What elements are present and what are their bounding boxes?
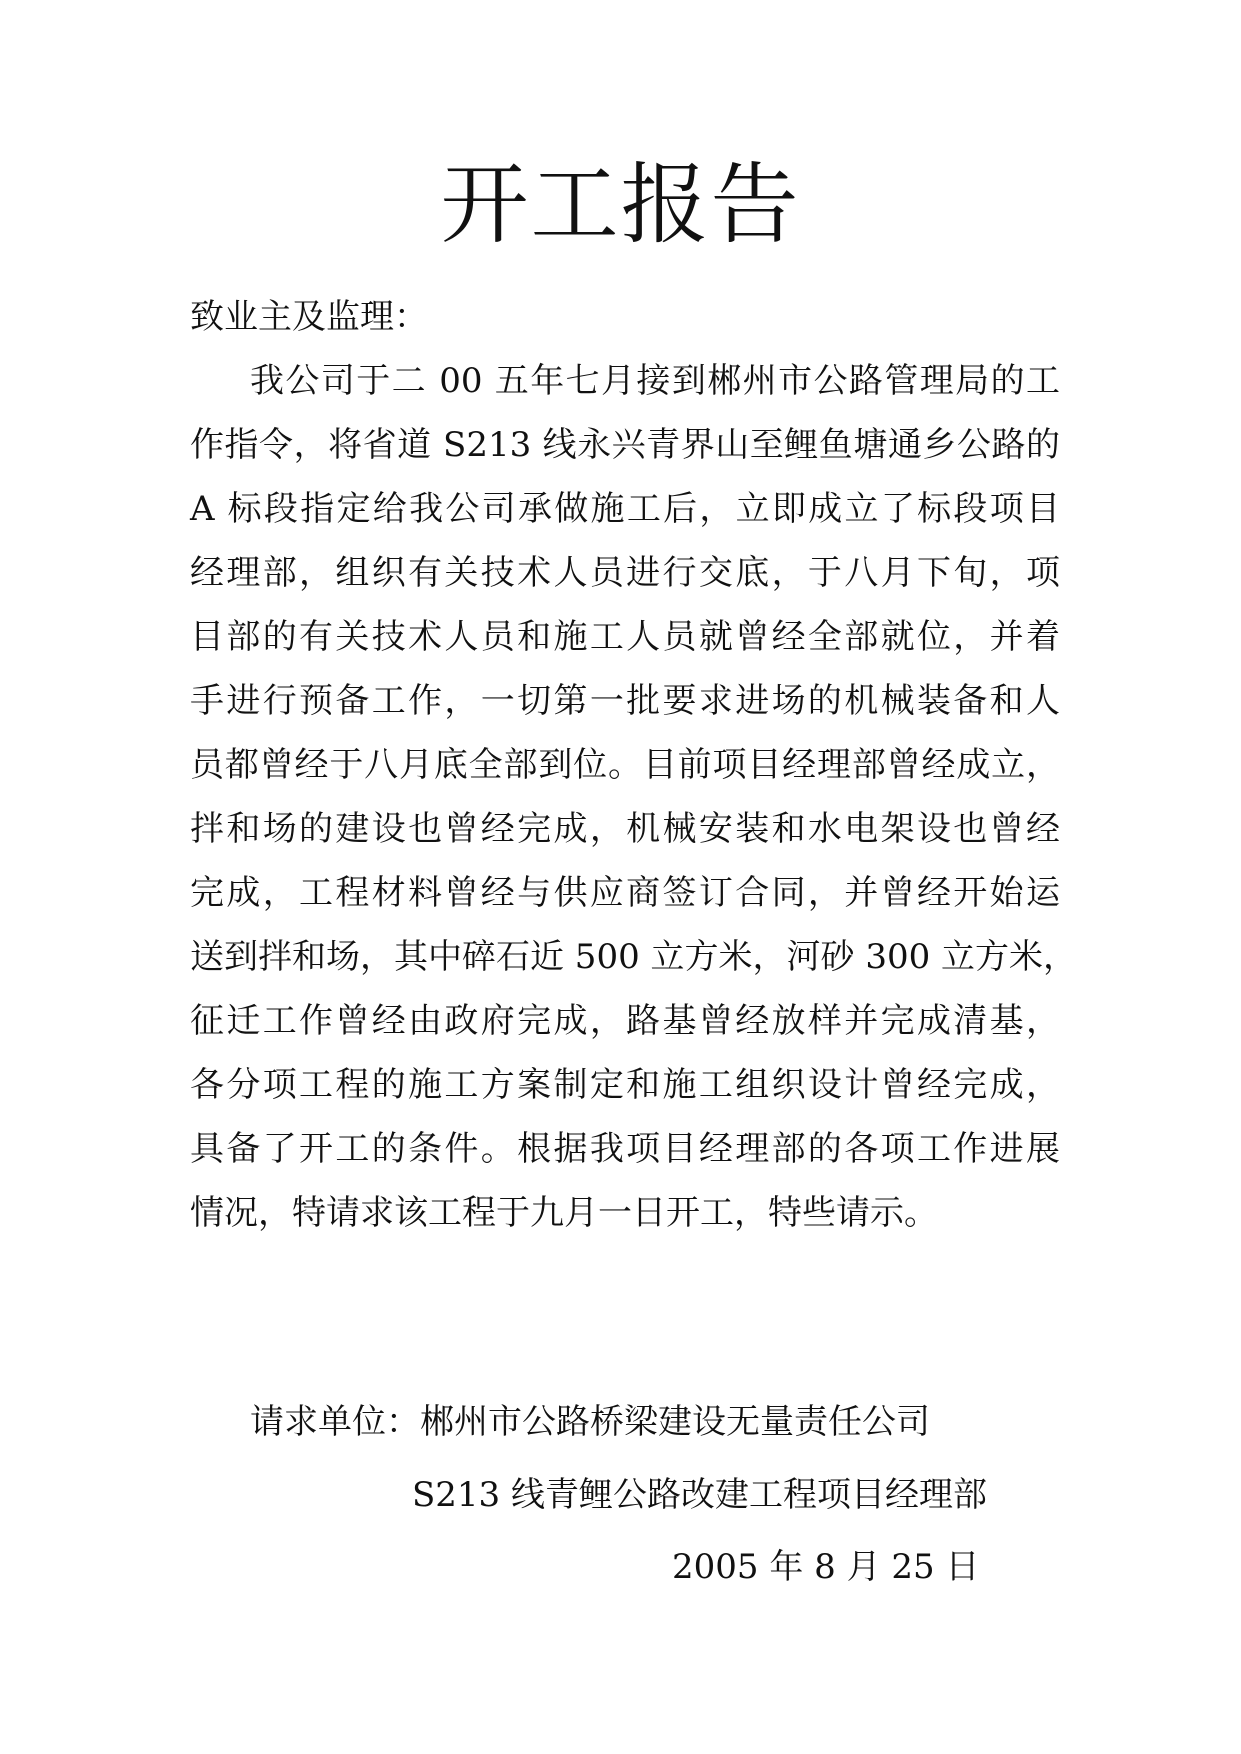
body-line: 具备了开工的条件。根据我项目经理部的各项工作进展 <box>190 1129 1060 1169</box>
body-line: 情况，特请求该工程于九月一日开工，特些请示。 <box>190 1193 938 1233</box>
body-line: 手进行预备工作，一切第一批要求进场的机械装备和人 <box>190 681 1060 721</box>
document-body <box>190 285 1078 1245</box>
document-title: 开工报告 <box>440 153 801 256</box>
body-line: 完成，工程材料曾经与供应商签订合同，并曾经开始运 <box>190 873 1060 913</box>
body-line: 员都曾经于八月底全部到位。目前项目经理部曾经成立， <box>190 745 1060 785</box>
body-line: 作指令，将省道 S213 线永兴青界山至鲤鱼塘通乡公路的 <box>190 425 1060 465</box>
body-line: 征迁工作曾经由政府完成，路基曾经放样并完成清基， <box>190 1001 1060 1041</box>
body-line: 经理部，组织有关技术人员进行交底，于八月下旬，项 <box>190 553 1060 593</box>
body-line: 各分项工程的施工方案制定和施工组织设计曾经完成， <box>190 1065 1060 1105</box>
body-line: 拌和场的建设也曾经完成，机械安装和水电架设也曾经 <box>190 809 1060 849</box>
signature-department: S213 线青鲤公路改建工程项目经理部 <box>412 1475 987 1515</box>
signature-unit: 请求单位：郴州市公路桥梁建设无量责任公司 <box>250 1402 930 1442</box>
signature-date: 2005 年 8 月 25 日 <box>672 1547 980 1587</box>
body-line: 我公司于二 00 五年七月接到郴州市公路管理局的工 <box>250 361 1060 401</box>
body-line: 送到拌和场，其中碎石近 500 立方米，河砂 300 立方米， <box>190 937 1078 977</box>
body-line: A 标段指定给我公司承做施工后，立即成立了标段项目 <box>190 489 1060 529</box>
body-line: 目部的有关技术人员和施工人员就曾经全部就位，并着 <box>190 617 1060 657</box>
salutation: 致业主及监理： <box>190 297 428 337</box>
